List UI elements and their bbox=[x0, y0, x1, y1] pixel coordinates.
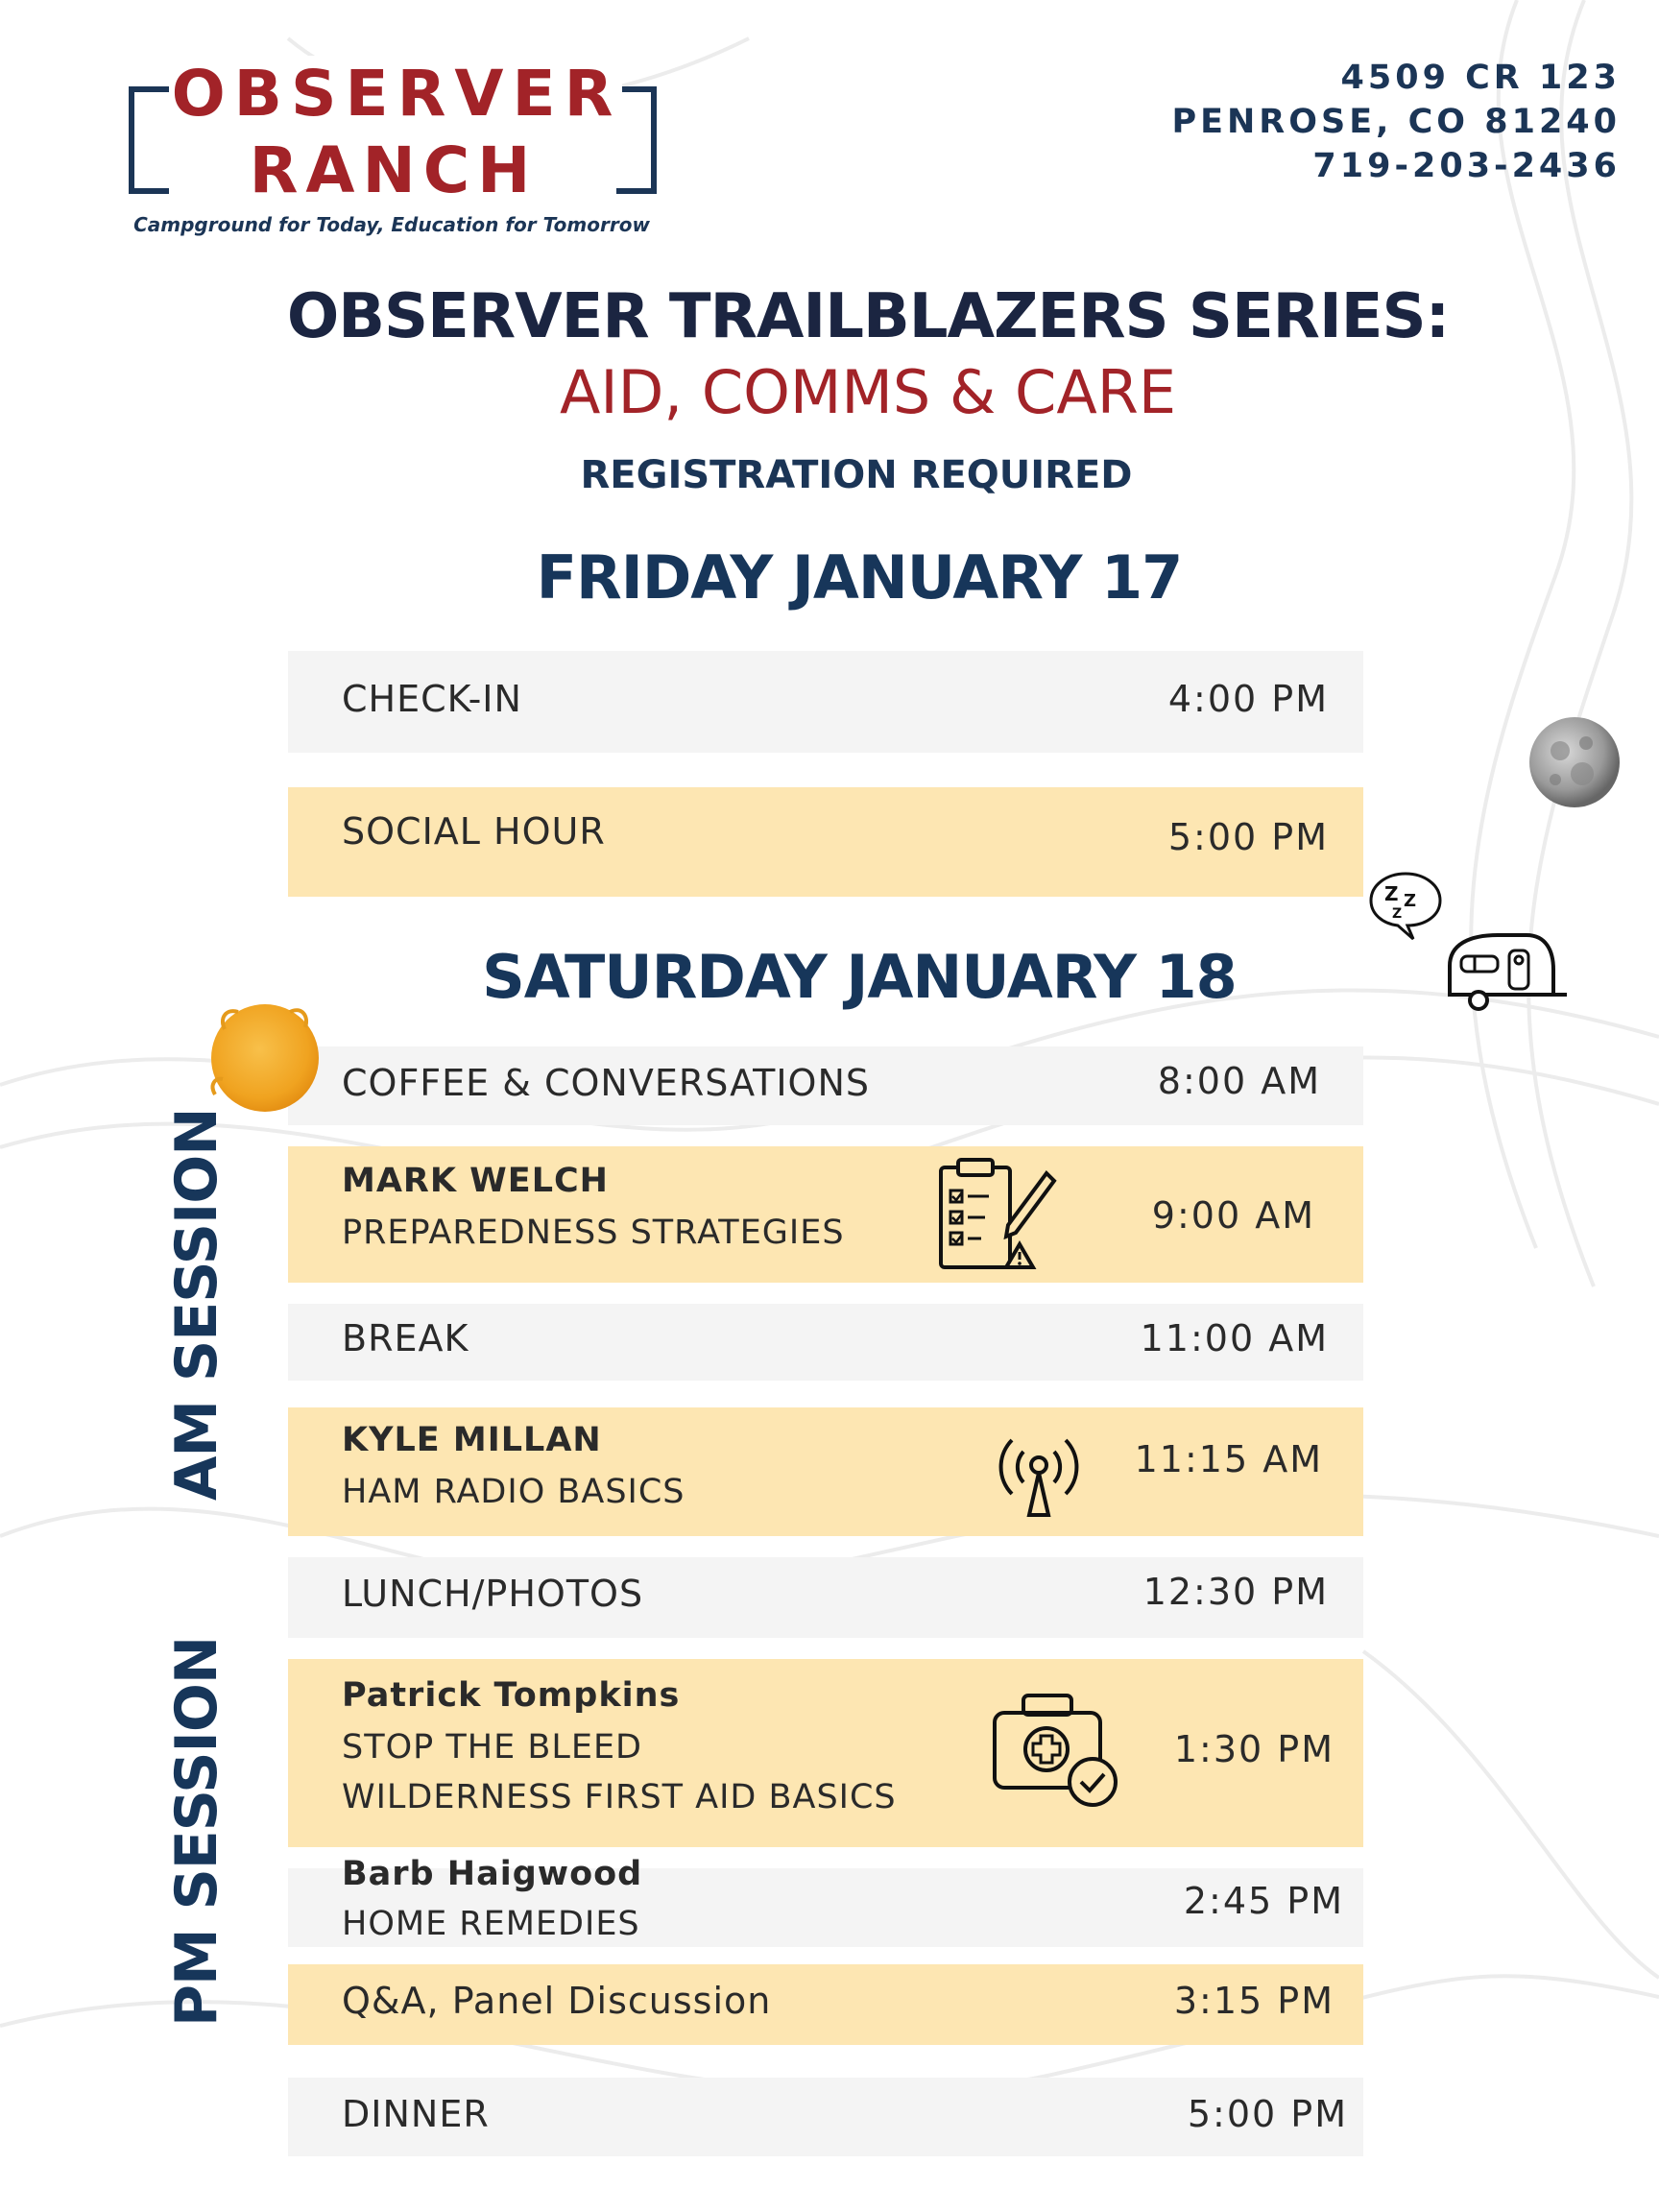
svg-text:Z: Z bbox=[1404, 891, 1417, 911]
address-street: 4509 CR 123 bbox=[1340, 59, 1621, 97]
logo-frame-right bbox=[616, 86, 657, 194]
row-time: 9:00 AM bbox=[1151, 1194, 1315, 1237]
row-time: 8:00 AM bbox=[1157, 1060, 1321, 1102]
clipboard-checklist-icon bbox=[935, 1156, 1060, 1275]
schedule-row-lunch bbox=[288, 1557, 1363, 1638]
schedule-row-patrick-tompkins bbox=[288, 1659, 1363, 1847]
schedule-row-social-hour bbox=[288, 787, 1363, 897]
svg-text:Z: Z bbox=[1392, 906, 1403, 922]
logo-tagline: Campground for Today, Education for Tomorrow bbox=[133, 213, 650, 236]
row-speaker: KYLE MILLAN bbox=[342, 1421, 602, 1459]
address-phone: 719-203-2436 bbox=[1312, 147, 1621, 185]
row-name: CHECK-IN bbox=[342, 678, 522, 720]
row-topic: HOME REMEDIES bbox=[342, 1905, 640, 1943]
row-time: 1:30 PM bbox=[1173, 1728, 1334, 1770]
row-name: BREAK bbox=[342, 1317, 469, 1359]
schedule-row-check-in bbox=[288, 651, 1363, 753]
row-topic: HAM RADIO BASICS bbox=[342, 1473, 685, 1511]
address-city: PENROSE, CO 81240 bbox=[1171, 103, 1621, 141]
row-time: 5:00 PM bbox=[1187, 2093, 1348, 2135]
moon-icon bbox=[1527, 714, 1623, 810]
row-topic: STOP THE BLEED bbox=[342, 1728, 643, 1767]
row-time: 5:00 PM bbox=[1167, 816, 1329, 858]
zzz-speech-bubble-icon bbox=[1365, 868, 1446, 945]
row-time: 2:45 PM bbox=[1183, 1880, 1344, 1922]
row-topic-2: WILDERNESS FIRST AID BASICS bbox=[342, 1778, 897, 1816]
row-speaker: Patrick Tompkins bbox=[342, 1676, 681, 1715]
row-name: DINNER bbox=[342, 2093, 490, 2135]
schedule-row-coffee bbox=[288, 1046, 1363, 1125]
series-title: OBSERVER TRAILBLAZERS SERIES: bbox=[286, 281, 1450, 352]
saturday-heading: SATURDAY JANUARY 18 bbox=[482, 942, 1237, 1012]
schedule-row-kyle-millan bbox=[288, 1407, 1363, 1536]
row-time: 11:15 AM bbox=[1134, 1438, 1323, 1480]
row-name: Q&A, Panel Discussion bbox=[342, 1980, 772, 2022]
row-speaker: MARK WELCH bbox=[342, 1162, 609, 1200]
schedule-row-barb-haigwood bbox=[288, 1855, 1363, 1947]
row-name: LUNCH/PHOTOS bbox=[342, 1573, 644, 1615]
svg-text:Z: Z bbox=[1384, 882, 1399, 905]
logo-word-observer: OBSERVER bbox=[171, 57, 622, 131]
pm-session-label: PM SESSION bbox=[163, 1636, 230, 2027]
row-time: 4:00 PM bbox=[1167, 678, 1329, 720]
logo-word-ranch: RANCH bbox=[240, 132, 547, 209]
logo-frame-left bbox=[129, 86, 169, 194]
row-name: COFFEE & CONVERSATIONS bbox=[342, 1062, 870, 1104]
row-name: SOCIAL HOUR bbox=[342, 810, 606, 853]
friday-heading: FRIDAY JANUARY 17 bbox=[536, 542, 1183, 613]
registration-note: REGISTRATION REQUIRED bbox=[580, 453, 1133, 497]
address-block bbox=[1171, 56, 1621, 188]
radio-antenna-icon bbox=[989, 1421, 1089, 1521]
first-aid-kit-icon bbox=[989, 1692, 1119, 1811]
row-time: 3:15 PM bbox=[1173, 1980, 1334, 2022]
am-session-label: AM SESSION bbox=[163, 1108, 230, 1501]
row-topic: PREPAREDNESS STRATEGIES bbox=[342, 1214, 845, 1252]
sun-icon bbox=[202, 989, 326, 1119]
row-speaker: Barb Haigwood bbox=[342, 1855, 643, 1893]
schedule-row-panel bbox=[288, 1964, 1363, 2045]
schedule-row-break bbox=[288, 1304, 1363, 1381]
row-time: 11:00 AM bbox=[1140, 1317, 1329, 1359]
row-time: 12:30 PM bbox=[1142, 1571, 1329, 1613]
schedule-row-mark-welch bbox=[288, 1146, 1363, 1283]
series-subtitle: AID, COMMS & CARE bbox=[559, 357, 1176, 427]
schedule-row-dinner bbox=[288, 2078, 1363, 2156]
